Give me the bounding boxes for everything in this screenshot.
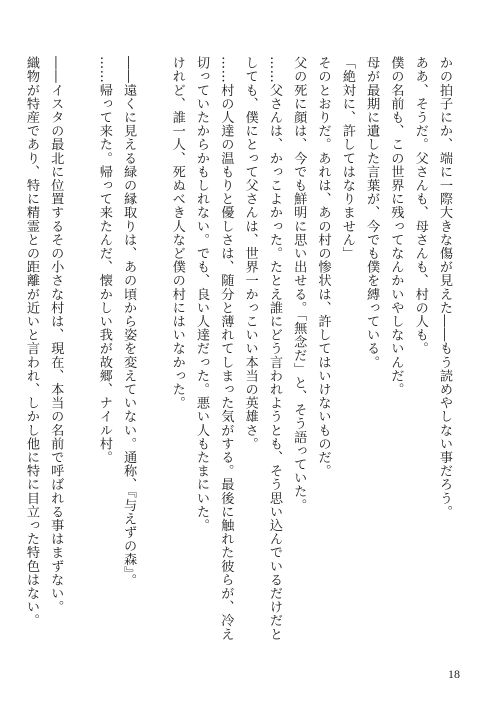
text-line: 僕の名前も、この世界に残ってなんかいやしないんだ。 (388, 56, 404, 396)
text-line: ああ、そうだ。父さんも、母さんも、村の人も。 (412, 56, 428, 356)
text-line: ……帰って来た。帰って来たんだ、懐かしい我が故郷、ナイル村。 (96, 56, 112, 464)
text-line: ――遠くに見える緑の縁取りは、あの頃から姿を変えていない。通称、『与えずの森』。 (121, 56, 137, 587)
text-line: 父の死に顔は、今でも鮮明に思い出せる。「無念だ」と、そう語っていた。 (291, 56, 307, 512)
text-line: そのとおりだ。あれは、あの村の惨状は、許してはいけないものだ。 (315, 56, 331, 478)
text-line: 切っていたからかもしれない。でも、良い人達だった。悪い人もたまにいた。 (194, 56, 210, 532)
text-line: 母が最期に遺した言葉が、今でも僕を縛っている。 (364, 56, 380, 369)
text-line: ――イスタの最北に位置するその小さな村は、現在、本当の名前で呼ばれる事はまずない。 (48, 56, 64, 614)
text-line: けれど、誰一人、死ぬべき人など僕の村にはいなかった。 (169, 56, 185, 410)
text-line: 織物が特産であり、特に精霊との距離が近いと言われ、しかし他に特に目立った特色はない。 (23, 56, 39, 628)
text-line: しても、僕にとって父さんは、世界一かっこいい本当の英雄さ。 (242, 56, 258, 451)
text-line: ……村の人達の温もりと優しさは、随分と薄れてしまった気がする。最後に触れた彼らが、冷え (218, 56, 234, 641)
text-line: ……父さんは、かっこよかった。たとえ誰にどう言われようとも、そう思い込んでいるだけだと (266, 56, 282, 641)
blank-line (67, 56, 91, 636)
page-number: 18 (448, 667, 460, 681)
text-line: 「絶対に、許してはなりません」 (339, 56, 355, 260)
blank-line (140, 56, 164, 636)
text-line: かの拍子にか、端に一際大きな傷が見えた――もう読めやしない事だろう。 (437, 56, 452, 519)
vertical-text-body (19, 56, 456, 641)
